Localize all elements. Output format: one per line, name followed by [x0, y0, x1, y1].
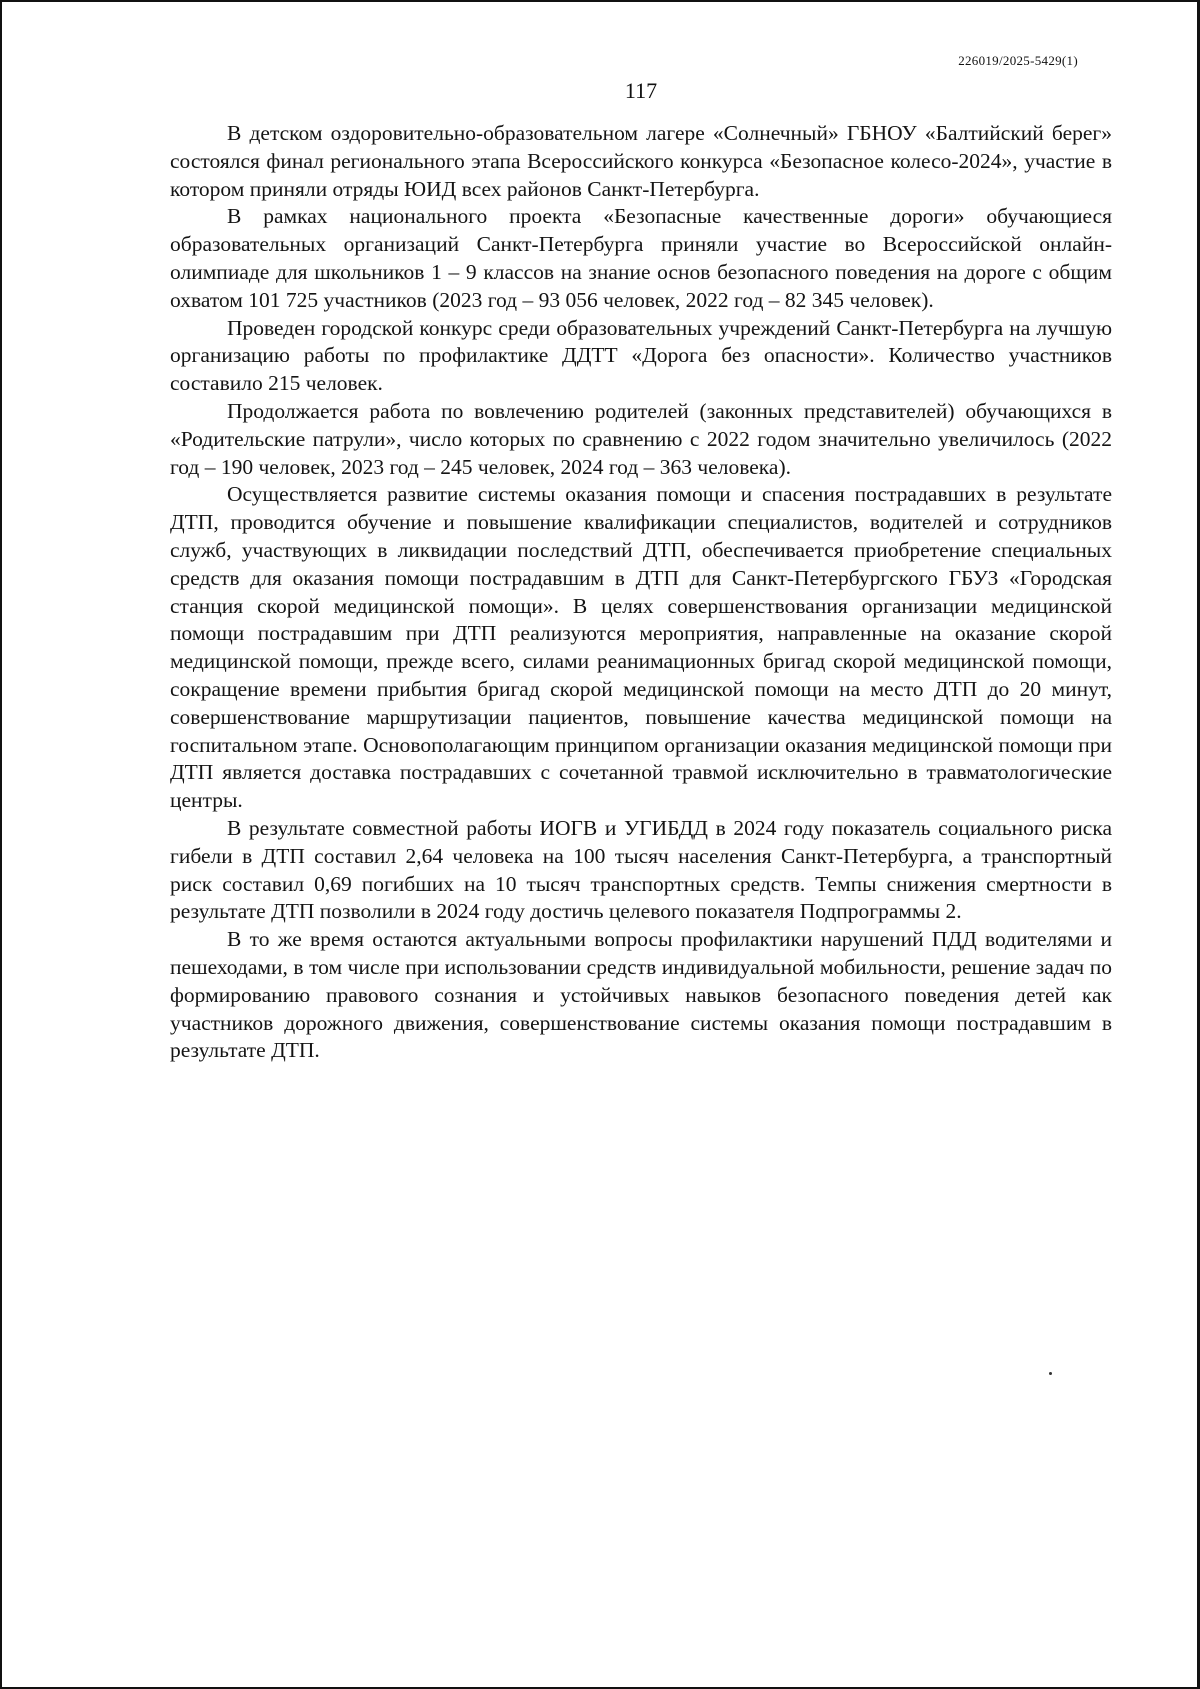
paragraph-olympiad: В рамках национального проекта «Безопасные качественные дороги» обучающиеся образовательных организаций Санкт-Петербурга приняли участие во Всероссийской онлайн-олимпиаде для школьников 1 – 9 классов на знание основ безопасного поведения на дороге с общим охватом 101 725 участников (2023 год – 93 056 человек, 2022 год – 82 345 человек).: [170, 204, 1112, 312]
scan-border-top: [0, 0, 1200, 2]
paragraph-open-issues: В то же время остаются актуальными вопросы профилактики нарушений ПДД водителями и пешеходами, в том числе при использовании средств индивидуальной мобильности, решение задач по формированию правового сознания и устойчивых навыков безопасного поведения детей как участников дорожного движения, совершенствование системы оказания помощи пострадавшим в результате ДТП.: [170, 927, 1112, 1063]
paragraph-bezopasnoe-koleso: В детском оздоровительно-образовательном лагере «Солнечный» ГБНОУ «Балтийский берег» состоялся финал регионального этапа Всероссийского конкурса «Безопасное колесо-2024», участие в котором приняли отряды ЮИД всех районов Санкт-Петербурга.: [170, 121, 1112, 201]
paragraph-risk-indicators: В результате совместной работы ИОГВ и УГИБДД в 2024 году показатель социального риска гибели в ДТП составил 2,64 человека на 100 тысяч населения Санкт-Петербурга, а транспортный риск составил 0,69 погибших на 10 тысяч транспортных средств. Темпы снижения смертности в результате ДТП позволили в 2024 году достичь целевого показателя Подпрограммы 2.: [170, 815, 1112, 924]
scan-border-left: [0, 0, 2, 1689]
page-number: 117: [624, 78, 658, 103]
document-body: [170, 120, 1112, 1065]
document-id: 226019/2025-5429(1): [958, 53, 1078, 68]
scan-speck: [1049, 1372, 1052, 1375]
paragraph-medical-help: Осуществляется развитие системы оказания помощи и спасения пострадавших в результате ДТП, проводится обучение и повышение квалификации специалистов, водителей и сотрудников служб, участвующих в ликвидации последствий ДТП, обеспечивается приобретение специальных средств для оказания помощи пострадавшим в ДТП для Санкт-Петербургского ГБУЗ «Городская станция скорой медицинской помощи». В целях совершенствования организации медицинской помощи пострадавшим при ДТП реализуются мероприятия, направленные на оказание скорой медицинской помощи, прежде всего, силами реанимационных бригад скорой медицинской помощи, сокращение времени прибытия бригад скорой медицинской помощи на место ДТП до 20 минут, совершенствование маршрутизации пациентов, повышение качества медицинской помощи на госпитальном этапе. Основополагающим принципом организации оказания медицинской помощи при ДТП является доставка пострадавших с сочетанной травмой исключительно в травматологические центры.: [170, 482, 1112, 813]
paragraph-parent-patrols: Продолжается работа по вовлечению родителей (законных представителей) обучающихся в «Родительские патрули», число которых по сравнению с 2022 годом значительно увеличилось (2022 год – 190 человек, 2023 год – 245 человек, 2024 год – 363 человека).: [170, 398, 1112, 479]
paragraph-city-contest: Проведен городской конкурс среди образовательных учреждений Санкт-Петербурга на лучшую организацию работы по профилактике ДДТТ «Дорога без опасности». Количество участников составило 215 человек.: [170, 315, 1112, 396]
